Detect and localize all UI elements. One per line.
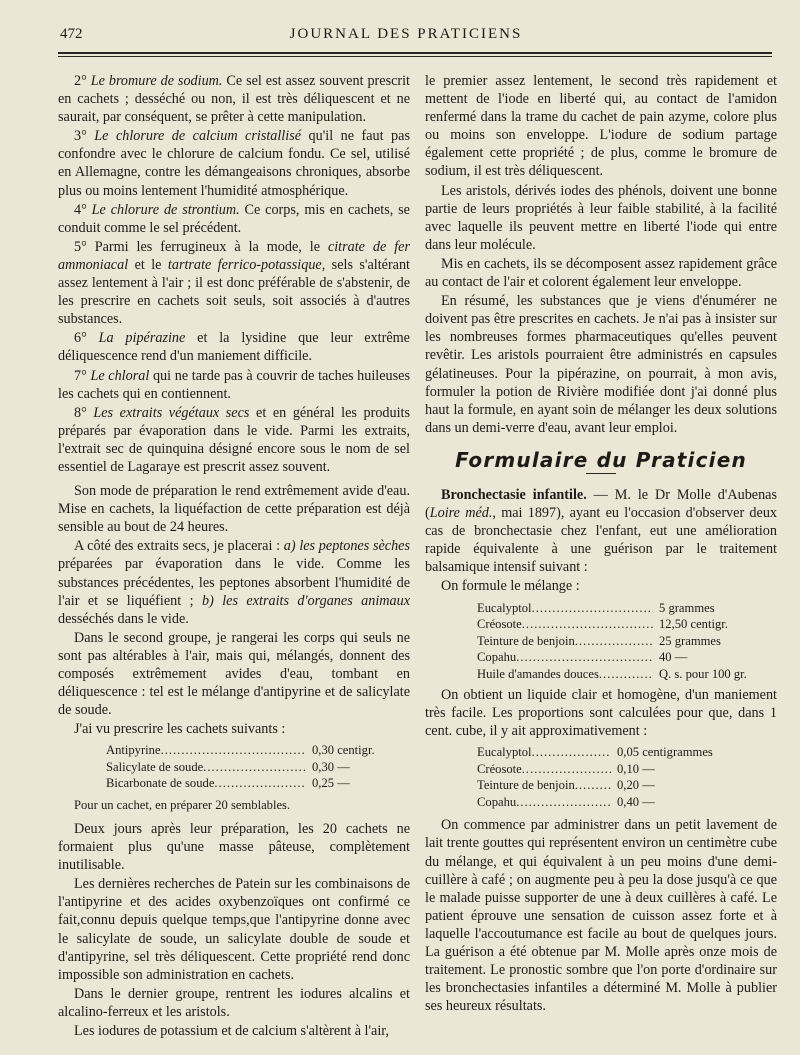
formula-row: Huile d'amandes douces ..... Q. s. pour 100 gr. (477, 666, 777, 683)
right-column (425, 72, 777, 1016)
formula-row: Teinture de benjoin ..... 25 grammes (477, 633, 777, 650)
journal-title: JOURNAL DES PRATICIENS (289, 26, 523, 42)
section-title: Formulaire du Praticien (455, 447, 747, 472)
formula-row: Teinture de benjoin ..... 0,20 — (477, 777, 727, 794)
title-rule (586, 473, 616, 474)
paragraph: On commence par administrer dans un petit lavement de lait trente gouttes qui représentent environ un centimètre cube du mélange, et qui équivalent à un peu moins d'une demi-cuillère à café ; on augmente peu à peu la dose jusqu'à ce que le malade puisse supporter de une à deux cuillères à café. Le patient éprouve une sensation de cuisson assez forte et à laquelle l'accoutumance est facile au bout de quelques jours. La guérison a été obtenue par M. Molle après onze mois de traitement. Le pronostic sombre que l'on porte d'ordinaire sur les bronchectasies infantiles a déterminé M. Molle à publier ses heureux résultats. (425, 817, 777, 1015)
formula-row: Salicylate de soude ..... 0,30 — (106, 759, 410, 776)
formula-row: Bicarbonate de soude ..... 0,25 — (106, 775, 410, 792)
paragraph: On formule le mélange : (441, 578, 580, 595)
page-number: 472 (60, 26, 83, 42)
formula-row: Eucalyptol ..... 5 grammes (477, 600, 777, 617)
paragraph: J'ai vu prescrire les cachets suivants : (74, 721, 286, 738)
paragraph: Les aristols, dérivés iodes des phénols, doivent une bonne partie de leurs propriétés à leur faible stabilité, à la facilité avec laquelle ils peuvent mettre en liberté l'iode qui entre dans leur molécule. (425, 182, 777, 253)
paragraph: 8° Les extraits végétaux secs et en général les produits préparés par évaporation dans le vide. Parmi les extraits, l'extrait sec de quinquina désigné encore sous le nom de sel essentiel de Lagaraye est prescrit assez souvent. (58, 404, 411, 475)
formula-row: Antipyrine ..... 0,30 centigr. (106, 742, 410, 759)
paragraph: Mis en cachets, ils se décomposent assez rapidement grâce au contact de l'air et colorent également leur enveloppe. (425, 255, 777, 291)
paragraph: 4° Le chlorure de strontium. Ce corps, mis en cachets, se conduit comme le sel précédent. (58, 201, 410, 236)
paragraph: 3° Le chlorure de calcium cristallisé qu'il ne faut pas confondre avec le chlorure de calcium fondu. Ce sel, utilisé en Allemagne, contre les démangeaisons chroniques, absorbe plus ou moins lentement l'humidité atmosphérique. (58, 128, 410, 199)
page-header (60, 26, 752, 48)
paragraph: Son mode de préparation le rend extrêmement avide d'eau. Mise en cachets, la liquéfaction de cette préparation est déjà sensible au bout de 24 heures. (58, 483, 410, 536)
paragraph: 2° Le bromure de sodium. Ce sel est assez souvent prescrit en cachets ; desséché ou non, il est très déliquescent et ne saurait, par conséquent, se prêter à cette manipulation. (58, 73, 410, 126)
paragraph: Les dernières recherches de Patein sur les combinaisons de l'antipyrine et des acides oxybenzoïques ont confirmé ce fait,connu depuis quelque temps,que l'antipyrine donne avec le salicylate de soude, un salicylate double de soude et d'antipyrine, sel très déliquescent. Cette propriété rend donc impossible son administration en cachets. (58, 876, 410, 983)
paragraph: A côté des extraits secs, je placerai : a) les peptones sèches préparées par évaporation dans le vide. Comme les substances précédentes, les peptones absorbent l'humidité de l'air et se liquéfient ; b) les extraits d'organes animaux desséchés dans le vide. (58, 538, 411, 627)
prescription-formula (477, 744, 727, 810)
formula-row: Créosote ..... 12,50 centigr. (477, 616, 777, 633)
formula-note: Pour un cachet, en préparer 20 semblables. (74, 797, 291, 812)
paragraph: 5° Parmi les ferrugineux à la mode, le citrate de fer ammoniacal et le tartrate ferrico-potassique, sels s'altérant assez lentement à l'air ; il est donc préférable de s'abstenir, de les prescrire en cachets soit seuls, soit associés à d'autres substances. (58, 238, 410, 328)
paragraph: En résumé, les substances que je viens d'énumérer ne doivent pas être prescrites en cachets. Je n'ai pas à insister sur les nombreuses formes pharmaceutiques qu'elles peuvent revêtir. Les aristols pourraient être administrés en capsules gélatineuses. Pour la pipérazine, on pourrait, à mon avis, formuler la potion de Rivière modifiée dont j'ai donné plus haut la formule, en ayant soin de mélanger les deux solutions dans un demi-verre d'eau, avant leur emploi. (425, 293, 777, 436)
paragraph: Deux jours après leur préparation, les 20 cachets ne formaient plus qu'une masse pâteuse, complètement inutilisable. (58, 820, 410, 874)
formula-row: Eucalyptol ..... 0,05 centigrammes (477, 744, 727, 761)
paragraph: Dans le second groupe, je rangerai les corps qui seuls ne sont pas altérables à l'air, mais qui, mélangés, donnent des composés extrêmement avides d'eau, tombant en déliquescence : tel est le mélange d'antipyrine et de salicylate de soude. (58, 629, 410, 719)
header-rule (58, 52, 772, 57)
left-column (58, 72, 410, 1041)
paragraph: On obtient un liquide clair et homogène, d'un maniement très facile. Les proportions sont calculées pour que, dans 1 cent. cube, il y ait approximativement : (425, 687, 777, 740)
prescription-formula (106, 742, 410, 792)
paragraph: Les iodures de potassium et de calcium s'altèrent à l'air, (74, 1023, 389, 1039)
paragraph: 7° Le chloral qui ne tarde pas à couvrir de taches huileuses les cachets qui en contiennent. (58, 367, 410, 402)
paragraph: Bronchectasie infantile. — M. le Dr Molle d'Aubenas (Loire méd., mai 1897), ayant eu l'occasion d'observer deux cas de bronchectasie chez l'enfant, eut une amélioration rapide équivalente à une guérison par le traitement balsamique intensif suivant : (425, 486, 778, 576)
paragraph: le premier assez lentement, le second très rapidement et mettent de l'iode en liberté qui, au contact de l'amidon renfermé dans la trame du cachet de pain azyme, colore plus ou moins son enveloppe. L'iodure de sodium partage également cette propriété ; de plus, comme le bromure de sodium, il est très déliquescent. (425, 73, 777, 180)
paragraph: Dans le dernier groupe, rentrent les iodures alcalins et alcalino-ferreux et les aristols. (58, 985, 410, 1020)
prescription-formula (477, 600, 777, 683)
formula-row: Créosote ..... 0,10 — (477, 761, 727, 778)
formula-row: Copahu ..... 0,40 — (477, 794, 727, 811)
paragraph: 6° La pipérazine et la lysidine que leur extrême déliquescence rend d'un maniement difficile. (58, 330, 410, 365)
formula-row: Copahu ..... 40 — (477, 649, 777, 666)
